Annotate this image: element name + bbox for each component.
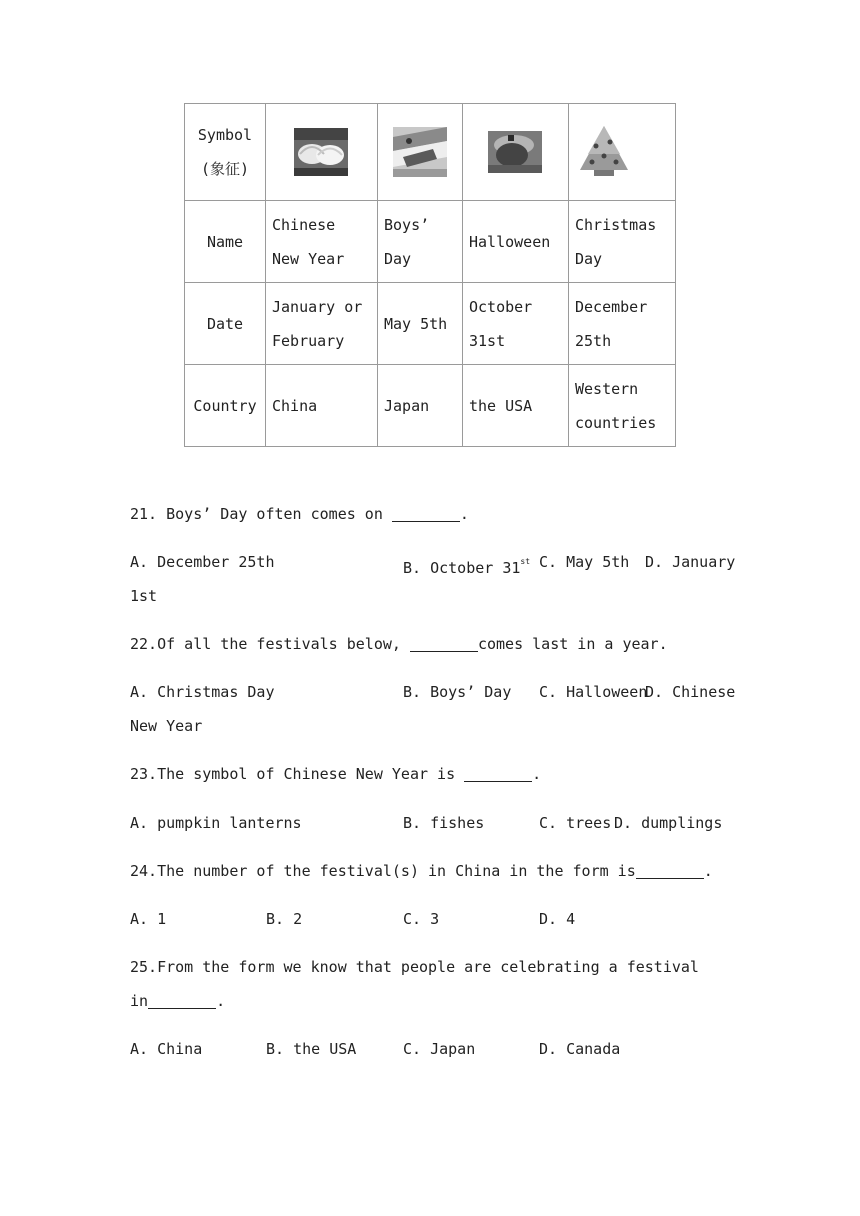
answer-blank[interactable] xyxy=(464,765,532,782)
festival-table xyxy=(184,103,676,447)
option-c[interactable]: C. trees xyxy=(539,814,612,832)
option-c[interactable]: C. Halloween xyxy=(539,683,648,701)
question-stem: 23.The symbol of Chinese New Year is xyxy=(130,765,465,783)
question-stem-end: . xyxy=(532,765,542,783)
symbol-label-chinese: (象征) xyxy=(200,160,250,178)
option-a[interactable]: A. 1 xyxy=(130,910,167,928)
fish-streamer-image xyxy=(393,127,447,177)
answer-blank[interactable] xyxy=(392,505,460,522)
date-cell: October 31st xyxy=(463,283,569,365)
row-label-name: Name xyxy=(185,201,266,283)
option-b[interactable] xyxy=(403,545,530,585)
symbol-row xyxy=(185,104,676,201)
option-b[interactable]: B. 2 xyxy=(266,910,303,928)
question-23 xyxy=(130,757,750,791)
question-stem-end: comes last in a year. xyxy=(477,635,668,653)
question-stem: 22.Of all the festivals below, xyxy=(130,635,410,653)
symbol-cell xyxy=(463,104,569,201)
option-d[interactable]: D. Canada xyxy=(539,1040,621,1058)
question-21 xyxy=(130,497,750,531)
date-cell: December 25th xyxy=(569,283,676,365)
option-b-text: B. October 31 xyxy=(403,559,521,577)
date-cell: January or February xyxy=(266,283,378,365)
name-cell: Halloween xyxy=(463,201,569,283)
row-label-symbol xyxy=(185,104,266,201)
question-stem-line2: in xyxy=(130,992,149,1010)
question-stem-end: . xyxy=(459,505,469,523)
option-c[interactable]: C. Japan xyxy=(403,1040,476,1058)
option-c[interactable]: C. May 5th xyxy=(539,553,630,571)
question-stem: 24.The number of the festival(s) in China in the form is xyxy=(130,862,636,880)
option-d[interactable]: D. January xyxy=(645,553,736,571)
answer-blank[interactable] xyxy=(148,992,216,1009)
option-b[interactable]: B. the USA xyxy=(266,1040,357,1058)
question-stem-end: . xyxy=(703,862,713,880)
date-row xyxy=(185,283,676,365)
option-a[interactable]: A. pumpkin lanterns xyxy=(130,814,302,832)
name-cell: Christmas Day xyxy=(569,201,676,283)
country-cell: the USA xyxy=(463,365,569,447)
country-cell: China xyxy=(266,365,378,447)
option-d[interactable]: D. Chinese xyxy=(645,683,736,701)
option-b[interactable]: B. fishes xyxy=(403,814,485,832)
name-cell: Chinese New Year xyxy=(266,201,378,283)
question-25 xyxy=(130,950,750,984)
row-label-date: Date xyxy=(185,283,266,365)
country-row xyxy=(185,365,676,447)
symbol-cell xyxy=(378,104,463,201)
option-d-continued: New Year xyxy=(130,717,203,735)
question-stem-end: . xyxy=(216,992,226,1010)
pumpkin-lantern-image xyxy=(488,131,542,173)
question-24 xyxy=(130,854,750,888)
question-22 xyxy=(130,627,750,661)
country-cell: Japan xyxy=(378,365,463,447)
symbol-cell xyxy=(569,104,676,201)
option-d[interactable]: D. dumplings xyxy=(614,814,723,832)
option-c[interactable]: C. 3 xyxy=(403,910,440,928)
date-cell: May 5th xyxy=(378,283,463,365)
option-b[interactable]: B. Boys’ Day xyxy=(403,683,512,701)
name-cell: Boys’ Day xyxy=(378,201,463,283)
ordinal-suffix: st xyxy=(520,557,531,566)
option-d[interactable]: D. 4 xyxy=(539,910,576,928)
answer-blank[interactable] xyxy=(636,862,704,879)
name-row xyxy=(185,201,676,283)
option-a[interactable]: A. December 25th xyxy=(130,553,275,571)
question-25-line2 xyxy=(130,984,750,1018)
country-cell: Western countries xyxy=(569,365,676,447)
dumplings-image xyxy=(294,128,348,176)
question-stem: 21. Boys’ Day often comes on xyxy=(130,505,392,523)
christmas-tree-image xyxy=(576,124,632,180)
option-a[interactable]: A. China xyxy=(130,1040,203,1058)
row-label-country: Country xyxy=(185,365,266,447)
option-a[interactable]: A. Christmas Day xyxy=(130,683,275,701)
answer-blank[interactable] xyxy=(410,635,478,652)
option-d-continued: 1st xyxy=(130,587,158,605)
question-stem: 25.From the form we know that people are celebrating a festival xyxy=(130,958,699,976)
symbol-label: Symbol xyxy=(197,126,253,144)
symbol-cell xyxy=(266,104,378,201)
